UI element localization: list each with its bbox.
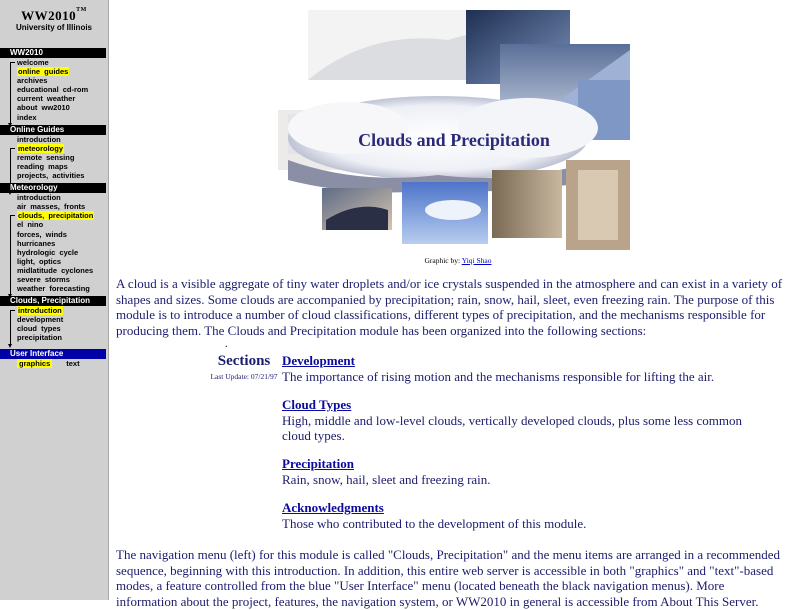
menu-header-online-guides: Online Guides bbox=[0, 125, 106, 135]
menu-item-development[interactable]: development bbox=[17, 315, 64, 325]
menu-clouds-precipitation bbox=[0, 296, 108, 342]
ui-text-mode[interactable]: text bbox=[66, 358, 80, 368]
sections-heading: Sections bbox=[217, 353, 271, 369]
development-desc: The importance of rising motion and the mechanisms responsible for lifting the air. bbox=[282, 368, 715, 384]
credit-prefix: Graphic by: bbox=[424, 256, 462, 265]
menu-item-archives[interactable]: archives bbox=[17, 76, 48, 86]
menu-item-reading-maps[interactable]: reading maps bbox=[17, 161, 68, 171]
menu-item-introduction[interactable]: introduction bbox=[17, 134, 61, 144]
menu-header-meteorology: Meteorology bbox=[0, 183, 106, 193]
menu-item-welcome[interactable]: welcome bbox=[17, 58, 49, 67]
precipitation-desc: Rain, snow, hail, sleet and freezing rain. bbox=[282, 471, 491, 487]
menu-item-index[interactable]: index bbox=[17, 112, 37, 122]
menu-item-educational-cd-rom[interactable]: educational cd-rom bbox=[17, 85, 89, 95]
menu-ww2010 bbox=[0, 48, 108, 122]
section-acknowledgments bbox=[282, 500, 782, 531]
main-content bbox=[116, 0, 800, 610]
section-development bbox=[282, 353, 782, 384]
menu-item-introduction[interactable]: introduction bbox=[18, 306, 62, 316]
menu-user-interface bbox=[0, 349, 108, 369]
cloud-types-desc: High, middle and low-level clouds, vertically developed clouds, plus some less common cloud types. bbox=[282, 412, 742, 444]
logo-mark: WW2010™ bbox=[21, 7, 87, 23]
menu-item-about-ww2010[interactable]: about ww2010 bbox=[17, 103, 70, 113]
sidebar bbox=[0, 0, 109, 600]
menu-item-projects-activities[interactable]: projects, activities bbox=[17, 171, 85, 181]
menu-item-current-weather[interactable]: current weather bbox=[17, 94, 76, 104]
stray-dot: . bbox=[225, 339, 228, 350]
precipitation-link[interactable]: Precipitation bbox=[282, 456, 354, 471]
menu-arrow-icon bbox=[10, 215, 15, 295]
menu-header-ww2010: WW2010 bbox=[0, 48, 106, 58]
menu-item-midlatitude-cyclones[interactable]: midlatitude cyclones bbox=[17, 265, 94, 275]
menu-item-hydrologic-cycle[interactable]: hydrologic cycle bbox=[17, 247, 79, 257]
intro-paragraph: A cloud is a visible aggregate of tiny water droplets and/or ice crystals suspended in the atmosphere and can exist in a variety of shapes and sizes. Some clouds are accompanied by precipitation; rain, snow, hail, sleet, even freezing rain. The purpose of this module is to introduce a number of cloud classifications, different types of precipitation, and the mechanisms responsible for producing them. The Clouds and Precipitation module has been organized into the following sections: bbox=[116, 276, 783, 339]
acknowledgments-desc: Those who contributed to the development of this module. bbox=[282, 515, 587, 531]
menu-item-precipitation[interactable]: precipitation bbox=[17, 333, 63, 343]
menu-item-light-optics[interactable]: light, optics bbox=[17, 256, 62, 266]
menu-meteorology bbox=[0, 183, 108, 293]
section-cloud-types bbox=[282, 397, 782, 444]
menu-header-user-interface: User Interface bbox=[0, 349, 106, 359]
menu-item-air-masses-fronts[interactable]: air masses, fronts bbox=[17, 202, 86, 212]
menu-item-severe-storms[interactable]: severe storms bbox=[17, 274, 70, 284]
menu-item-forces-winds[interactable]: forces, winds bbox=[17, 229, 67, 239]
menu-item-introduction[interactable]: introduction bbox=[17, 193, 61, 203]
menu-item-meteorology[interactable]: meteorology bbox=[18, 143, 64, 153]
menu-item-weather-forecasting[interactable]: weather forecasting bbox=[17, 284, 90, 294]
menu-item-hurricanes[interactable]: hurricanes bbox=[17, 238, 56, 248]
menu-item-cloud-types[interactable]: cloud types bbox=[17, 324, 61, 334]
menu-arrow-icon bbox=[10, 310, 15, 345]
navigation-info-paragraph: The navigation menu (left) for this module is called "Clouds, Precipitation" and the menu items are arranged in a recommended sequence, beginning with this introduction. In addition, this entire web server is accessible in both "graphics" and "text"-based modes, a feature controlled from the blue "User Interface" menu (located beneath the black navigation menus). More information about the project, features, the navigation system, or WW2010 in general is accessible from About This Server. bbox=[116, 547, 781, 610]
menu-header-clouds-precipitation: Clouds, Precipitation bbox=[0, 296, 106, 306]
menu-item-el-nino[interactable]: el nino bbox=[17, 220, 44, 230]
menu-item-online-guides[interactable]: online guides bbox=[18, 67, 69, 77]
logo-university: University of Illinois bbox=[15, 23, 92, 32]
development-link[interactable]: Development bbox=[282, 353, 355, 368]
menu-arrow-icon bbox=[10, 62, 15, 124]
section-precipitation bbox=[282, 456, 782, 487]
cloud-types-link[interactable]: Cloud Types bbox=[282, 397, 352, 412]
credit-author-link[interactable]: Yiqi Shao bbox=[461, 256, 492, 265]
menu-item-remote-sensing[interactable]: remote sensing bbox=[17, 152, 75, 162]
ui-graphics-mode[interactable]: graphics bbox=[19, 358, 51, 368]
last-update: Last Update: 07/21/97 bbox=[210, 372, 278, 381]
ww2010-logo[interactable] bbox=[0, 0, 108, 48]
banner-title: Clouds and Precipitation bbox=[358, 130, 550, 150]
acknowledgments-link[interactable]: Acknowledgments bbox=[282, 500, 384, 515]
menu-online-guides bbox=[0, 125, 108, 180]
graphic-credit bbox=[116, 256, 800, 265]
menu-item-clouds-precipitation[interactable]: clouds, precipitation bbox=[18, 211, 94, 221]
